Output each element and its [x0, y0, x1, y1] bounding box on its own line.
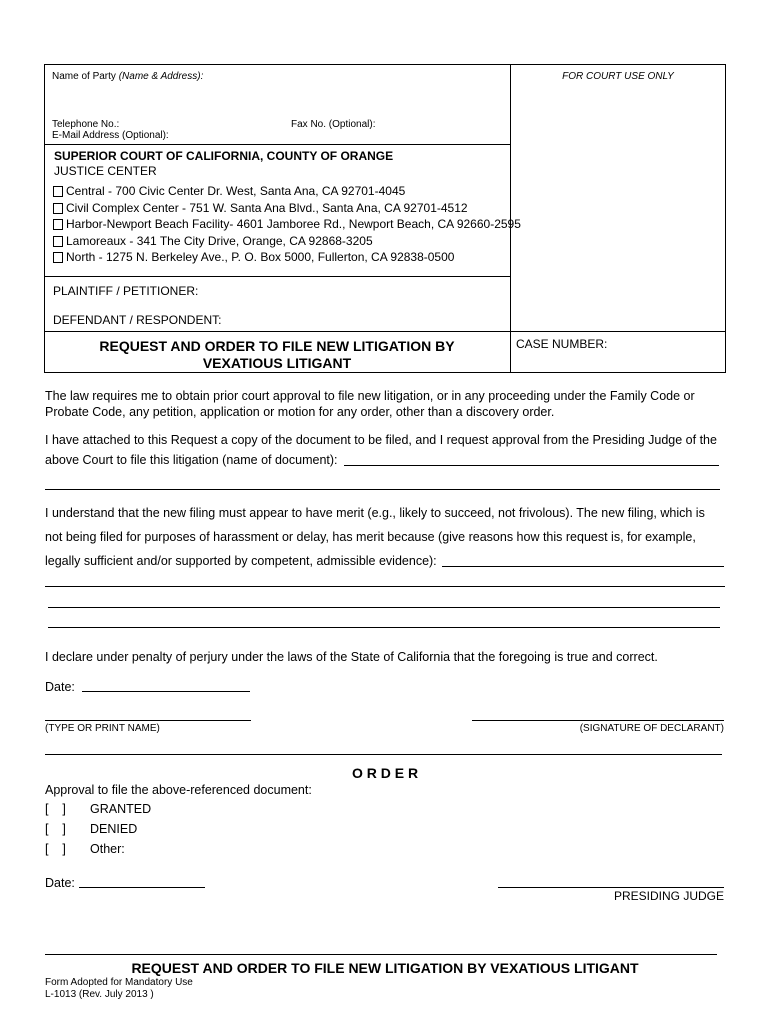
court-location-civil-complex[interactable]: Civil Complex Center - 751 W. Santa Ana Blvd., Santa Ana, CA 92701-4512	[52, 201, 521, 218]
divider-court	[44, 276, 510, 277]
checkbox[interactable]	[53, 203, 63, 214]
form-title: REQUEST AND ORDER TO FILE NEW LITIGATION BY VEXATIOUS LITIGANT	[99, 338, 455, 371]
checkbox[interactable]	[53, 219, 63, 230]
declarant-signature-field[interactable]	[472, 720, 724, 721]
denied-checkbox[interactable]: [ ]	[45, 822, 66, 836]
footer-separator	[45, 954, 717, 955]
checkbox[interactable]	[53, 186, 63, 197]
checkbox[interactable]	[53, 236, 63, 247]
declarant-signature-label: (SIGNATURE OF DECLARANT)	[579, 723, 724, 734]
telephone-label: Telephone No.:	[52, 119, 120, 130]
divider-party	[44, 144, 510, 145]
paragraph-merit-2: not being filed for purposes of harassment or delay, has merit because (give reasons how this request is, for example,	[45, 530, 696, 544]
approval-label: Approval to file the above-referenced document:	[45, 783, 312, 797]
footer-title: REQUEST AND ORDER TO FILE NEW LITIGATION BY VEXATIOUS LITIGANT	[131, 960, 639, 976]
fax-label: Fax No. (Optional):	[291, 119, 376, 130]
option-denied[interactable]: [ ] DENIED	[45, 822, 138, 836]
party-label: Name of Party (Name & Address):	[52, 71, 204, 82]
checkbox[interactable]	[53, 252, 63, 263]
court-location-north[interactable]: North - 1275 N. Berkeley Ave., P. O. Box 5000, Fullerton, CA 92838-0500	[52, 250, 521, 267]
reasons-field-1[interactable]	[442, 566, 724, 567]
order-heading: O R D E R	[351, 765, 419, 781]
document-name-field-2[interactable]	[45, 489, 720, 490]
reasons-field-4[interactable]	[48, 627, 720, 628]
court-location-harbor[interactable]: Harbor-Newport Beach Facility- 4601 Jamboree Rd., Newport Beach, CA 92660-2595	[52, 217, 521, 234]
case-number-label: CASE NUMBER:	[516, 337, 608, 351]
order-separator	[45, 754, 722, 755]
paragraph-attached-2: above Court to file this litigation (name of document):	[45, 453, 338, 467]
option-other[interactable]: [ ] Other:	[45, 842, 125, 856]
court-location-list	[52, 184, 521, 267]
print-name-field[interactable]	[45, 720, 251, 721]
email-label: E-Mail Address (Optional):	[52, 130, 169, 141]
court-location-lamoreaux[interactable]: Lamoreaux - 341 The City Drive, Orange, CA 92868-3205	[52, 234, 521, 251]
presiding-judge-label: PRESIDING JUDGE	[613, 889, 724, 903]
justice-center: JUSTICE CENTER	[54, 164, 157, 178]
judge-signature-field[interactable]	[498, 887, 724, 888]
plaintiff-label: PLAINTIFF / PETITIONER:	[53, 284, 199, 298]
declaration-text: I declare under penalty of perjury under the laws of the State of California that the foregoing is true and correct.	[45, 650, 658, 664]
print-name-label: (TYPE OR PRINT NAME)	[45, 723, 160, 734]
court-name: SUPERIOR COURT OF CALIFORNIA, COUNTY OF ORANGE	[54, 149, 394, 163]
order-date-label: Date:	[45, 876, 75, 890]
granted-checkbox[interactable]: [ ]	[45, 802, 66, 816]
defendant-label: DEFENDANT / RESPONDENT:	[53, 313, 222, 327]
option-granted[interactable]: [ ] GRANTED	[45, 802, 152, 816]
order-date-field[interactable]	[79, 887, 205, 888]
court-use-label: FOR COURT USE ONLY	[562, 71, 674, 82]
paragraph-merit-1: I understand that the new filing must appear to have merit (e.g., likely to succeed, not frivolous). The new filing, which is	[45, 506, 705, 520]
form-adopted-label: Form Adopted for Mandatory Use	[45, 977, 193, 988]
paragraph-merit-3: legally sufficient and/or supported by competent, admissible evidence):	[45, 554, 437, 568]
divider-parties	[44, 331, 726, 332]
declarant-date-field[interactable]	[82, 691, 250, 692]
form-id-label: L-1013 (Rev. July 2013 )	[45, 989, 154, 1000]
reasons-field-2[interactable]	[45, 586, 725, 587]
court-location-central[interactable]: Central - 700 Civic Center Dr. West, Santa Ana, CA 92701-4045	[52, 184, 521, 201]
reasons-field-3[interactable]	[48, 607, 720, 608]
declarant-date-label: Date:	[45, 680, 75, 694]
paragraph-law: The law requires me to obtain prior court approval to file new litigation, or in any proceeding under the Family Code or Probate Code, any petition, application or motion for any order, other than a discovery order.	[45, 389, 695, 419]
document-name-field[interactable]	[344, 465, 719, 466]
other-checkbox[interactable]: [ ]	[45, 842, 66, 856]
paragraph-attached-1: I have attached to this Request a copy of the document to be filed, and I request approval from the Presiding Judge of the	[45, 433, 717, 447]
